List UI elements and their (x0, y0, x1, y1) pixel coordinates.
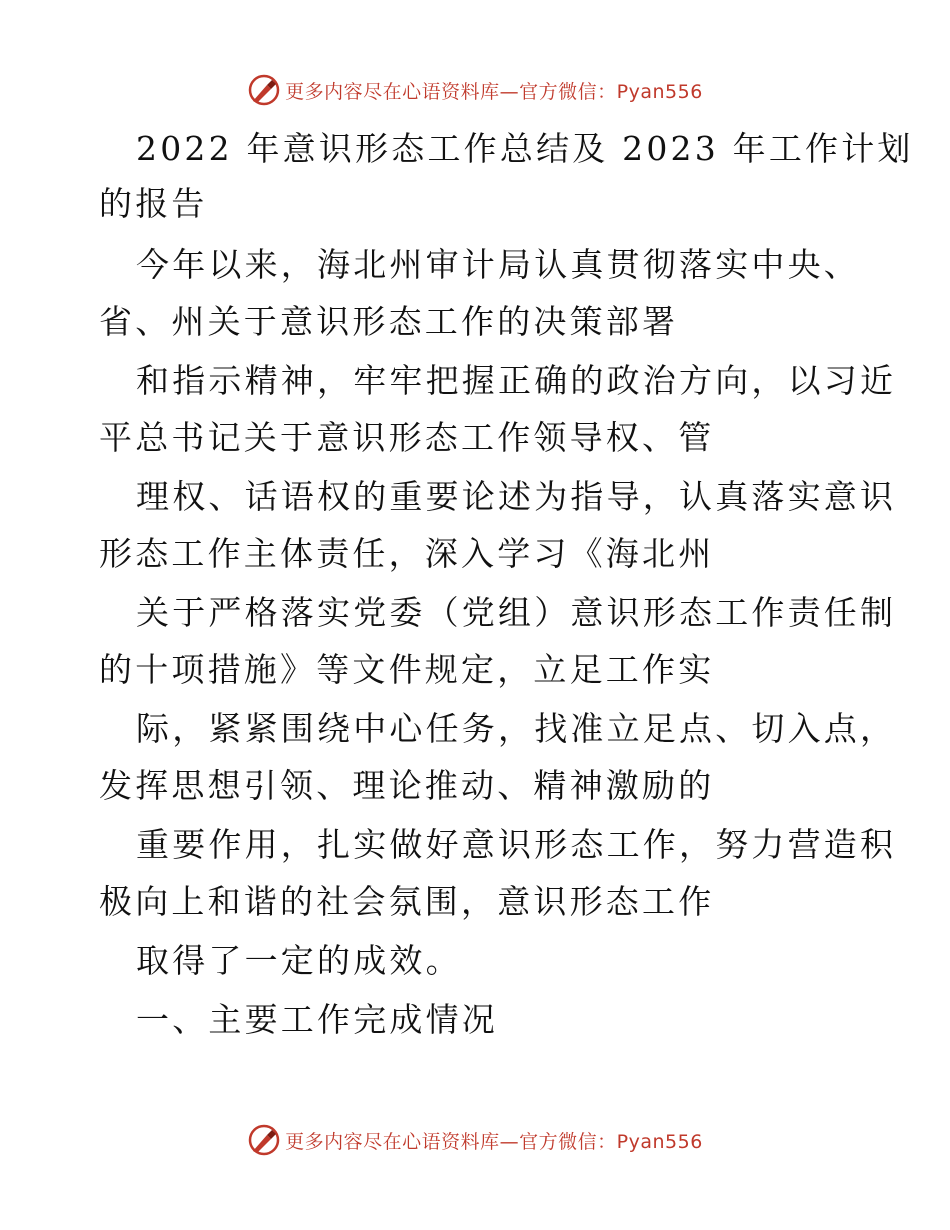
paragraph-line: 际，紧紧围绕中心任务，找准立足点、切入点， (136, 709, 897, 748)
section-heading: 一、主要工作完成情况 (136, 1000, 498, 1039)
paragraph-line: 发挥思想引领、理论推动、精神激励的 (99, 766, 715, 805)
paragraph-line: 关于严格落实党委（党组）意识形态工作责任制 (136, 593, 897, 632)
watermark-text: 更多内容尽在心语资料库—官方微信：Pyan556 (285, 1130, 703, 1153)
watermark-footer (0, 1122, 950, 1158)
pen-circle-logo-icon (247, 73, 281, 107)
paragraph-line: 平总书记关于意识形态工作领导权、管 (99, 418, 715, 457)
paragraph-line: 今年以来，海北州审计局认真贯彻落实中央、 (136, 245, 860, 284)
watermark-header (0, 72, 950, 108)
paragraph-line: 形态工作主体责任，深入学习《海北州 (99, 534, 715, 573)
paragraph-line: 和指示精神，牢牢把握正确的政治方向，以习近 (136, 361, 897, 400)
paragraph-line: 的十项措施》等文件规定，立足工作实 (99, 650, 715, 689)
title-line-2: 的报告 (99, 184, 208, 223)
pen-circle-logo-icon (247, 1123, 281, 1157)
paragraph-line: 极向上和谐的社会氛围，意识形态工作 (99, 882, 715, 921)
paragraph-line: 省、州关于意识形态工作的决策部署 (99, 302, 679, 341)
paragraph-line: 取得了一定的成效。 (136, 941, 462, 980)
paragraph-line: 理权、话语权的重要论述为指导，认真落实意识 (136, 477, 897, 516)
paragraph-line: 重要作用，扎实做好意识形态工作，努力营造积 (136, 825, 897, 864)
title-line-1: 2022 年意识形态工作总结及 2023 年工作计划 (136, 129, 914, 168)
watermark-text: 更多内容尽在心语资料库—官方微信：Pyan556 (285, 80, 703, 103)
